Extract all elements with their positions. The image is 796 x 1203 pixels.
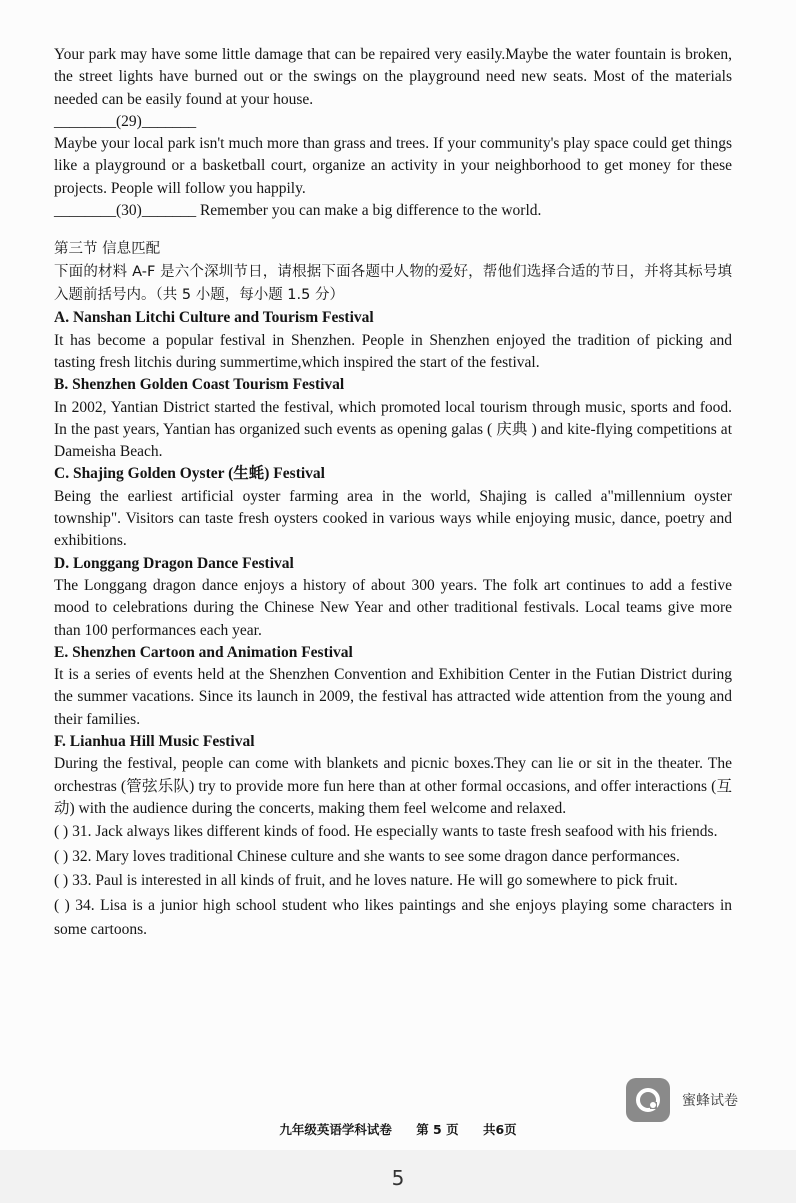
paragraph-community: Maybe your local park isn't much more than grass and trees. If your community's play space could get things like a playground or a basketball court, organize an activity in your neighborhood to get money for these projects. People will follow you happily. <box>54 135 732 197</box>
footer-total: 共6页 <box>482 1122 517 1137</box>
footer-page: 第 5 页 <box>416 1122 459 1137</box>
festival-text-c: Being the earliest artificial oyster farming area in the world, Shajing is called a"millennium oyster township". Visitors can taste fresh oysters cooked in various ways while enjoying music, dance, poetry and exhibitions. <box>54 487 732 550</box>
question-33: ( ) 33. Paul is interested in all kinds of fruit, and he loves nature. He will go somewhere to pick fruit. <box>54 872 678 890</box>
footer-subject: 九年级英语学科试卷 <box>279 1122 392 1137</box>
festival-text-d: The Longgang dragon dance enjoys a history of about 300 years. The folk art continues to add a festive mood to celebrations during the Chinese New Year and other traditional festivals. Local teams give more than 100 performances each year. <box>54 576 732 639</box>
page-content <box>54 44 732 943</box>
section-title: 第三节 信息匹配 <box>54 241 161 258</box>
paragraph-damage: Your park may have some little damage that can be repaired very easily.Maybe the water fountain is broken, the street lights have burned out or the swings on the playground need new seats. Most of the materials needed can be easily found at your house. <box>54 46 732 108</box>
page-footer <box>0 1120 796 1138</box>
festival-heading-a: A. Nanshan Litchi Culture and Tourism Festival <box>54 309 374 327</box>
festival-text-b: In 2002, Yantian District started the festival, which promoted local tourism through music, sports and food. In the past years, Yantian has organized such events as opening galas ( 庆典 ) and kite-flying competitions at Dameisha Beach. <box>54 398 732 461</box>
blank-30: ________(30)_______ <box>54 202 197 220</box>
page-number: 5 <box>391 1166 405 1190</box>
section-instructions: 下面的材料 A-F 是六个深圳节日，请根据下面各题中人物的爱好，帮他们选择合适的节日，并将其标号填入题前括号内。（共 5 小题，每小题 1.5 分） <box>54 264 732 304</box>
festival-heading-c: C. Shajing Golden Oyster (生蚝) Festival <box>54 465 325 483</box>
festival-text-e: It is a series of events held at the Shenzhen Convention and Exhibition Center in the Futian District during the summer vacations. Since its launch in 2009, the festival has attracted wide attention from the young and their families. <box>54 666 732 728</box>
festival-heading-e: E. Shenzhen Cartoon and Animation Festival <box>54 643 353 661</box>
festival-heading-b: B. Shenzhen Golden Coast Tourism Festival <box>54 376 345 394</box>
festival-text-f: During the festival, people can come with blankets and picnic boxes.They can lie or sit in the theater. The orchestras (管弦乐队) try to provide more fun here than at other formal occasions, and offer interactions (互动) with the audience during the concerts, making them feel welcome and relaxed. <box>54 755 732 817</box>
festival-heading-d: D. Longgang Dragon Dance Festival <box>54 554 294 572</box>
question-34: ( ) 34. Lisa is a junior high school student who likes paintings and she enjoys playing some characters in some cartoons. <box>54 896 732 939</box>
festival-text-a: It has become a popular festival in Shenzhen. People in Shenzhen enjoyed the tradition of picking and tasting fresh litchis during summertime,which inspired the start of the festival. <box>54 331 732 371</box>
watermark-text: 蜜蜂试卷 <box>682 1093 738 1109</box>
spacer <box>54 222 732 238</box>
festival-heading-f: F. Lianhua Hill Music Festival <box>54 733 255 751</box>
watermark <box>626 1078 738 1122</box>
closing-sentence: Remember you can make a big difference to the world. <box>199 202 542 220</box>
blank-29: ________(29)_______ <box>54 112 197 130</box>
blank-30-line <box>54 200 732 222</box>
question-31: ( ) 31. Jack always likes different kinds of food. He especially wants to taste fresh seafood with his friends. <box>54 823 718 841</box>
bee-logo-icon <box>626 1078 670 1122</box>
question-32: ( ) 32. Mary loves traditional Chinese culture and she wants to see some dragon dance performances. <box>54 847 680 865</box>
